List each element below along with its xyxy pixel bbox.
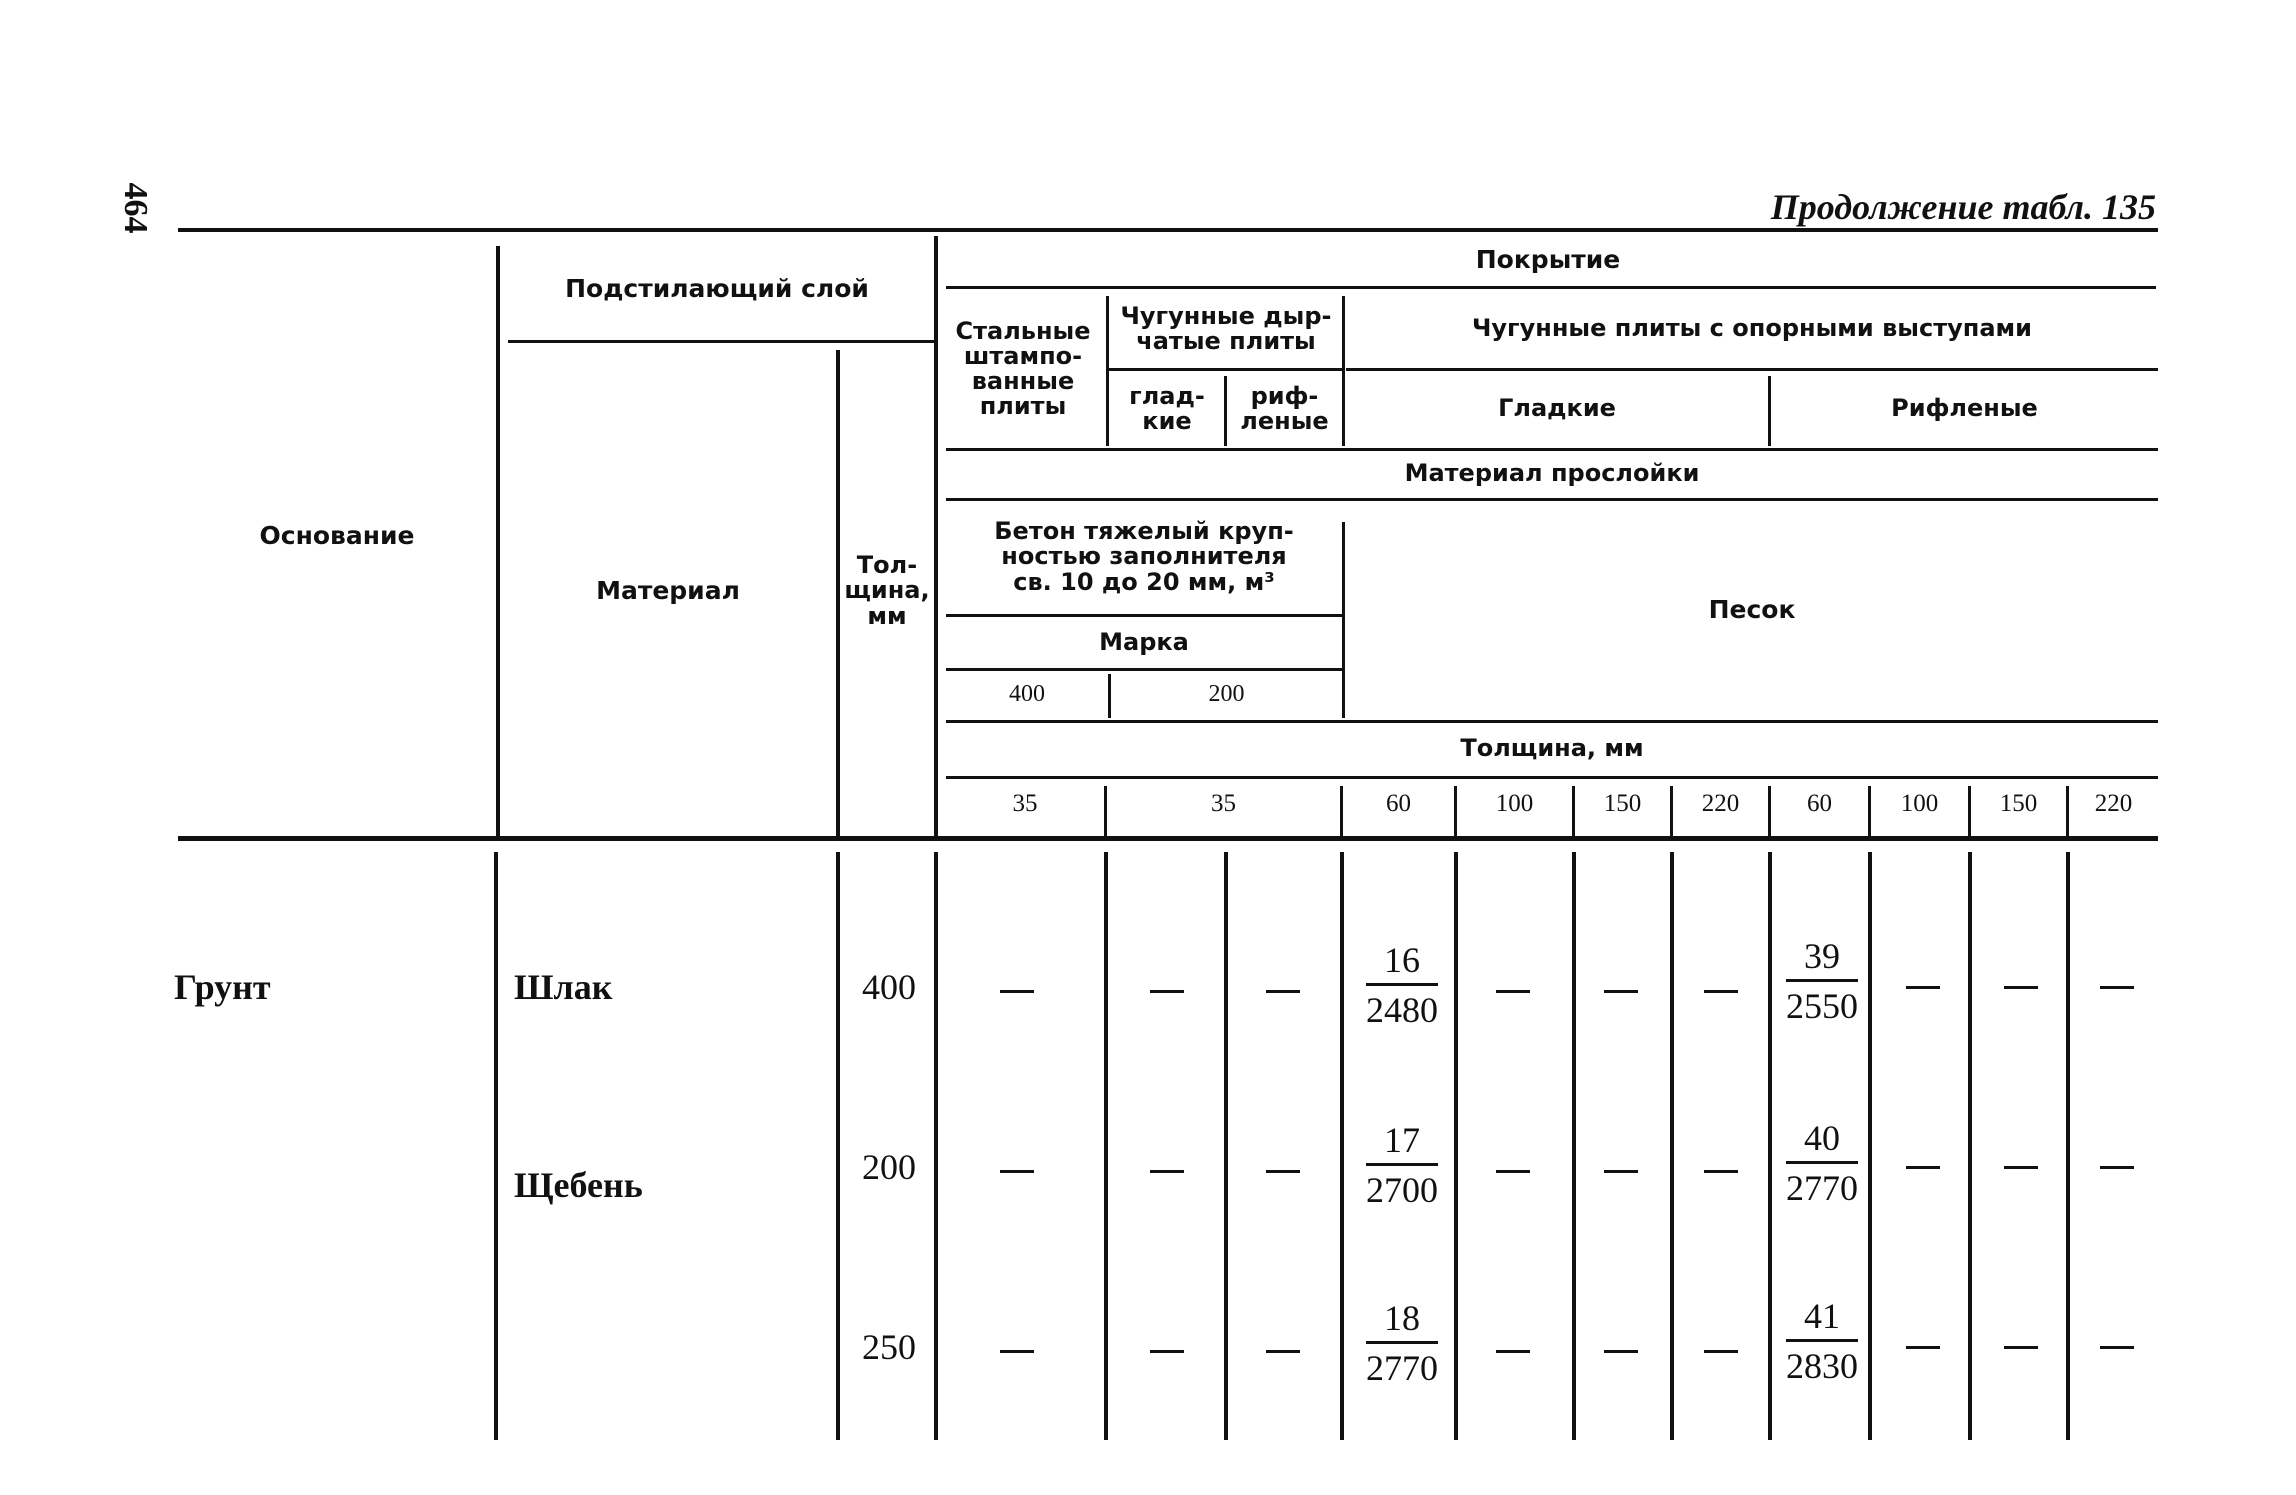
header-underlay: Подстилающий слой xyxy=(565,273,869,303)
page-number: 464 xyxy=(117,182,154,234)
body-vline-4 xyxy=(1104,852,1108,1440)
empty-cell-dash xyxy=(1000,1170,1034,1173)
fraction-cell xyxy=(1362,942,1442,1028)
body-vline-11 xyxy=(1868,852,1872,1440)
header-layer-material: Материал прослойки xyxy=(1404,459,1700,488)
thickness-value: 220 xyxy=(2094,790,2133,817)
empty-cell-dash xyxy=(1000,990,1034,993)
header-base: Основание xyxy=(259,520,415,550)
rule-supports xyxy=(1346,368,2158,371)
empty-cell-dash xyxy=(1704,990,1738,993)
header-cast-iron-supports: Чугунные плиты с опорными выступами xyxy=(1472,314,2032,343)
empty-cell-dash xyxy=(1906,1166,1940,1169)
fraction-numerator: 39 xyxy=(1804,936,1840,976)
thickness-value: 220 xyxy=(1701,790,1740,817)
empty-cell-dash xyxy=(2100,1166,2134,1169)
vline-steel xyxy=(1106,296,1109,446)
thickness-value: 60 xyxy=(1807,790,1832,817)
empty-cell-dash xyxy=(2004,986,2038,989)
body-vline-3 xyxy=(934,852,938,1440)
row-material: Шлак xyxy=(514,967,613,1007)
vline-concrete xyxy=(1342,522,1345,718)
fraction-bar xyxy=(1786,979,1858,982)
header-coating: Покрытие xyxy=(1475,244,1621,274)
header-smooth: Гладкие xyxy=(1498,394,1616,423)
fraction-denominator: 2830 xyxy=(1786,1346,1858,1386)
empty-cell-dash xyxy=(1604,1170,1638,1173)
fraction-numerator: 41 xyxy=(1804,1296,1840,1336)
vline-thickness xyxy=(934,236,938,836)
rule-thickness-mm xyxy=(946,776,2158,779)
rule-grade xyxy=(946,668,1342,671)
empty-cell-dash xyxy=(1150,1350,1184,1353)
vline-perf-end xyxy=(1342,296,1345,446)
body-vline-5 xyxy=(1224,852,1228,1440)
body-vline-1 xyxy=(494,852,498,1440)
fraction-numerator: 17 xyxy=(1384,1120,1420,1160)
empty-cell-dash xyxy=(1496,990,1530,993)
body-vline-6 xyxy=(1340,852,1344,1440)
empty-cell-dash xyxy=(1496,1350,1530,1353)
rule-layer-material xyxy=(946,498,2158,501)
empty-cell-dash xyxy=(1704,1170,1738,1173)
thickness-value: 150 xyxy=(1999,790,2038,817)
header-grade-200: 200 xyxy=(1208,681,1245,708)
table-top-rule xyxy=(178,228,2158,232)
body-vline-8 xyxy=(1572,852,1576,1440)
empty-cell-dash xyxy=(1604,990,1638,993)
fraction-denominator: 2770 xyxy=(1786,1168,1858,1208)
header-thickness-mm: Толщина, мм xyxy=(1460,734,1644,763)
header-concrete: Бетон тяжелый круп- ностью заполнителя св. 10 до 20 мм, м³ xyxy=(994,517,1294,596)
body-vline-13 xyxy=(2066,852,2070,1440)
header-cast-iron-perforated: Чугунные дыр- чатые плиты xyxy=(1120,301,1332,355)
empty-cell-dash xyxy=(1150,1170,1184,1173)
fraction-numerator: 40 xyxy=(1804,1118,1840,1158)
body-vline-12 xyxy=(1968,852,1972,1440)
header-steel-plates: Стальные штампо- ванные плиты xyxy=(955,316,1091,421)
empty-cell-dash xyxy=(2004,1346,2038,1349)
rule-coating xyxy=(946,286,2156,289)
rule-perforated xyxy=(1108,368,1342,371)
thickness-value: 100 xyxy=(1900,790,1939,817)
rule-coating-bottom xyxy=(946,448,2158,451)
empty-cell-dash xyxy=(1266,1350,1300,1353)
header-bottom-rule xyxy=(178,836,2158,841)
fraction-bar xyxy=(1366,1341,1438,1344)
fraction-denominator: 2480 xyxy=(1366,990,1438,1030)
table-continuation-caption: Продолжение табл. 135 xyxy=(1770,187,2156,227)
empty-cell-dash xyxy=(1906,986,1940,989)
fraction-cell xyxy=(1782,1298,1862,1384)
empty-cell-dash xyxy=(2100,1346,2134,1349)
rule-underlay xyxy=(508,340,938,343)
header-ribbed: Рифленые xyxy=(1891,394,2038,423)
empty-cell-dash xyxy=(2004,1166,2038,1169)
empty-cell-dash xyxy=(2100,986,2134,989)
empty-cell-dash xyxy=(1704,1350,1738,1353)
empty-cell-dash xyxy=(1906,1346,1940,1349)
header-grade-400: 400 xyxy=(1009,681,1045,708)
fraction-denominator: 2770 xyxy=(1366,1348,1438,1388)
row-base: Грунт xyxy=(174,967,271,1007)
fraction-bar xyxy=(1786,1339,1858,1342)
empty-cell-dash xyxy=(1266,990,1300,993)
fraction-bar xyxy=(1366,983,1438,986)
fraction-numerator: 18 xyxy=(1384,1298,1420,1338)
fraction-cell xyxy=(1782,1120,1862,1206)
header-perforated-smooth: глад- кие xyxy=(1129,381,1205,435)
header-sand: Песок xyxy=(1708,594,1796,624)
fraction-numerator: 16 xyxy=(1384,940,1420,980)
header-thickness: Тол- щина, мм xyxy=(844,551,930,630)
body-vline-2 xyxy=(836,852,840,1440)
header-material: Материал xyxy=(596,575,740,605)
fraction-cell xyxy=(1362,1122,1442,1208)
empty-cell-dash xyxy=(1604,1350,1638,1353)
rule-concrete xyxy=(946,614,1342,617)
header-perforated-ribbed: риф- леные xyxy=(1240,381,1329,435)
row-thickness: 400 xyxy=(862,967,916,1007)
empty-cell-dash xyxy=(1266,1170,1300,1173)
fraction-bar xyxy=(1786,1161,1858,1164)
fraction-cell xyxy=(1782,938,1862,1024)
body-vline-9 xyxy=(1670,852,1674,1440)
body-vline-10 xyxy=(1768,852,1772,1440)
thickness-value: 60 xyxy=(1386,790,1411,817)
header-grade: Марка xyxy=(1099,628,1189,657)
row-thickness: 200 xyxy=(862,1147,916,1187)
thickness-value: 35 xyxy=(1012,790,1038,817)
fraction-denominator: 2550 xyxy=(1786,986,1858,1026)
fraction-cell xyxy=(1362,1300,1442,1386)
fraction-denominator: 2700 xyxy=(1366,1170,1438,1210)
thickness-value: 150 xyxy=(1603,790,1642,817)
body-vline-7 xyxy=(1454,852,1458,1440)
rule-layer-bottom xyxy=(946,720,2158,723)
empty-cell-dash xyxy=(1496,1170,1530,1173)
empty-cell-dash xyxy=(1150,990,1184,993)
row-material: Щебень xyxy=(514,1165,643,1205)
fraction-bar xyxy=(1366,1163,1438,1166)
thickness-value: 35 xyxy=(1211,790,1236,817)
thickness-value: 100 xyxy=(1495,790,1534,817)
empty-cell-dash xyxy=(1000,1350,1034,1353)
row-thickness: 250 xyxy=(862,1327,916,1367)
